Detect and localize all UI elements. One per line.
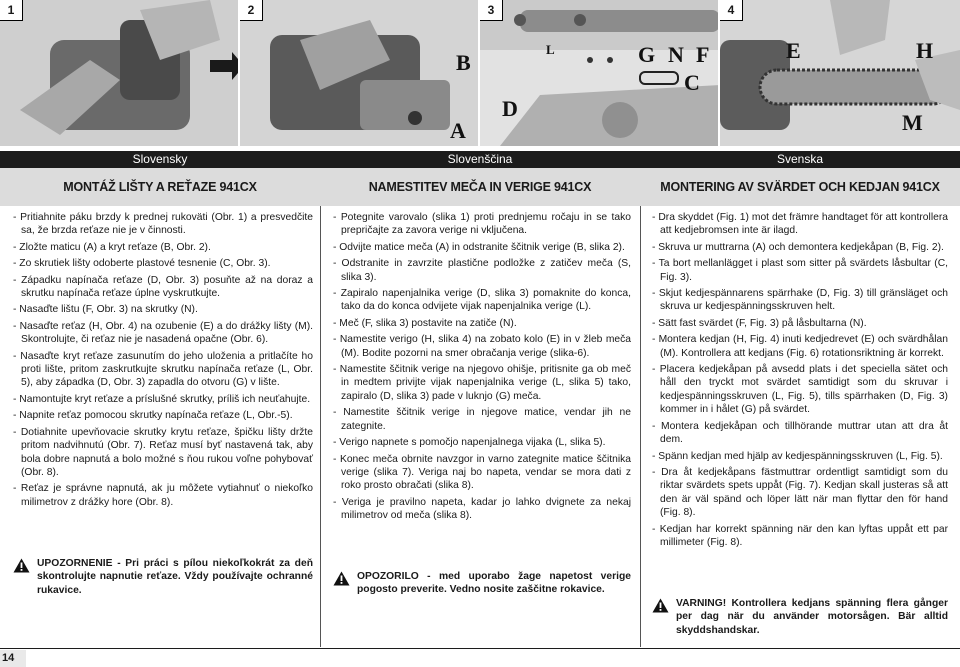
- section-title-slovenian: NAMESTITEV MEČA IN VERIGE 941CX: [368, 180, 592, 194]
- warning-slovenian: [333, 570, 631, 597]
- instruction-step: - Namestite ščitnik verige in njegove matice, vendar jih ne zategnite.: [333, 407, 631, 432]
- figure-label-d: D: [502, 96, 518, 121]
- warning-triangle-icon: [13, 558, 30, 573]
- instruction-step: - Dra åt kedjekåpans fästmuttrar ordentligt samtidigt som du riktar svärdets spets uppåt (Fig. 7). Kedjan skall justeras så att den är väl spänd och löper lätt när man flyttar den för hand (Fig. 8).: [652, 466, 948, 519]
- figure-label-g: G: [638, 42, 656, 67]
- instruction-step: - Potegnite varovalo (slika 1) proti prednjemu ročaju in se tako prepričajte za zavora verige ni vključena.: [333, 212, 631, 237]
- figure-2-photo: [240, 0, 480, 146]
- instruction-step: - Verigo napnete s pomočjo napenjalnega vijaka (L, slika 5).: [333, 437, 606, 449]
- instruction-step: - Nasaďte lištu (F, Obr. 3) na skrutky (N).: [13, 304, 198, 316]
- instruction-step: - Dra skyddet (Fig. 1) mot det främre handtaget för att kontrollera att kedjebromsen inte är ilagd.: [652, 212, 948, 237]
- figure-label-b: B: [456, 50, 471, 75]
- instruction-step: - Skruva ur muttrarna (A) och demontera kedjekåpan (B, Fig. 2).: [652, 241, 944, 253]
- instruction-step: - Veriga je pravilno napeta, kadar jo lahko dvignete za nekaj milimetrov od meča (slika 8).: [333, 496, 631, 522]
- warning-text: VARNING! Kontrollera kedjans spänning flera gånger per dag när du använder motorsågen. Bär alltid skyddshandskar.: [676, 598, 948, 636]
- instruction-step: - Nasaďte kryt reťaze zasunutím do jeho uloženia a pritlačíte ho proti lište, pritom zaskrutkujte skrutku napínača reťaze (L, Obr. 5), aby západka (D, Obr. 3) zapadla do otvoru (G) v lište.: [13, 350, 313, 389]
- language-bar: [0, 151, 960, 168]
- instruction-step: - Montera kedjekåpan och tillhörande muttrar utan att dra åt dem.: [652, 420, 948, 446]
- chain-mounting-illustration: [720, 0, 960, 146]
- instruction-step: - Zapiralo napenjalnika verige (D, slika 3) pomaknite do konca, tako da do konca odvijete vijak napenjalnika verige (L).: [333, 288, 631, 313]
- figure-number: 2: [240, 0, 263, 21]
- column-slovenian: [333, 211, 631, 526]
- warning-swedish: [652, 597, 948, 637]
- figure-3-photo: [480, 0, 720, 146]
- instruction-step: - Pritiahnite páku brzdy k prednej rukoväti (Obr. 1) a presvedčite sa, že brzda reťaze nie je v činnosti.: [13, 212, 313, 237]
- instruction-step: - Zo skrutiek lišty odoberte plastové tesnenie (C, Obr. 3).: [13, 258, 271, 270]
- column-slovak: [13, 211, 313, 512]
- instruction-step: - Napnite reťaz pomocou skrutky napínača reťaze (L, Obr.-5).: [13, 410, 293, 422]
- warning-text: UPOZORNENIE - Pri práci s pílou niekoľkokrát za deň skontrolujte napnutie reťaze. Vždy používajte ochranné rukavice.: [37, 558, 313, 596]
- warning-text: OPOZORILO - med uporabo žage napetost verige pogosto preverite. Vedno nosite zaščitne rokavice.: [357, 571, 631, 596]
- section-title-bar: [0, 168, 960, 206]
- warning-triangle-icon: [333, 571, 350, 586]
- language-slovenian: Slovenščina: [447, 152, 513, 166]
- instruction-step: - Meč (F, slika 3) postavite na zatiče (N).: [333, 317, 517, 329]
- figure-label-n: N: [668, 42, 684, 67]
- section-title-slovak: MONTÁŽ LIŠTY A REŤAZE 941CX: [63, 180, 257, 194]
- column-swedish: [652, 211, 948, 552]
- chain-cover-removal-illustration: [240, 0, 480, 146]
- instruction-step: - Odstranite in zavrzite plastične podložke z zatičev meča (S, slika 3).: [333, 258, 631, 283]
- figure-number: 3: [480, 0, 503, 21]
- instruction-step: - Dotiahnite upevňovacie skrutky krytu reťaze, špičku lišty držte pritom nadvihnutú (Obr. 7). Reťaz musí byť nastavená tak, aby bola dobre napnutá a bolo možné s ňou rukou voľne pohybovať (Obr. 8).: [13, 426, 313, 478]
- instruction-step: - Namestite ščitnik verige na njegovo ohišje, pritisnite ga ob meč in medtem privijte vijak napenjalnika verige (L, slika 5) tako, zapiralo (D, slika 3) pade v luknjo (G) meča.: [333, 364, 631, 402]
- figure-label-c: C: [684, 70, 700, 95]
- section-title-swedish: MONTERING AV SVÄRDET OCH KEDJAN 941CX: [660, 180, 940, 194]
- warning-slovak: [13, 557, 313, 597]
- language-slovak: Slovensky: [132, 152, 188, 166]
- instruction-step: - Reťaz je správne napnutá, ak ju môžete vytiahnuť o niekoľko milimetrov z drážky hore (Obr. 8).: [13, 483, 313, 508]
- column-divider: [640, 206, 641, 647]
- chainsaw-hand-brake-illustration: [0, 0, 240, 146]
- instruction-step: - Placera kedjekåpan på avsedd plats i det speciella sätet och håll den tryckt mot svärdet samtidigt som du skruvar i kedjespänningsskruven (L, Fig. 5), tills spärrhaken (D, Fig. 3) kommer in i hålet (G) på svärdet.: [652, 364, 948, 416]
- instruction-step: - Nasaďte reťaz (H, Obr. 4) na ozubenie (E) a do drážky lišty (M). Skontrolujte, či reťaz nie je nasadená opačne (Obr. 6).: [13, 320, 313, 346]
- instruction-step: - Odvijte matice meča (A) in odstranite ščitnik verige (B, slika 2).: [333, 241, 625, 253]
- figure-label-l: L: [546, 42, 555, 57]
- instruction-step: - Spänn kedjan med hjälp av kedjespänningsskruven (L, Fig. 5).: [652, 450, 943, 462]
- figure-number: 1: [0, 0, 23, 21]
- figure-number: 4: [720, 0, 743, 21]
- footer-rule: [0, 648, 960, 649]
- figure-1-photo: [0, 0, 240, 146]
- instruction-step: - Ta bort mellanlägget i plast som sitter på svärdets låsbultar (C, Fig. 3).: [652, 258, 948, 283]
- page-number: 14: [0, 650, 26, 667]
- instruction-step: - Montera kedjan (H, Fig. 4) inuti kedjedrevet (E) och svärdhålan (M). Kontrollera att kedjans (Fig. 6) rotationsriktning är korrekt.: [652, 334, 948, 359]
- warning-triangle-icon: [652, 598, 669, 613]
- instruction-step: - Sätt fast svärdet (F, Fig. 3) på låsbultarna (N).: [652, 317, 867, 329]
- language-swedish: Svenska: [776, 152, 824, 166]
- figure-4-photo: [720, 0, 960, 146]
- column-divider: [320, 206, 321, 647]
- figure-label-a: A: [450, 118, 466, 143]
- figure-label-m: M: [902, 110, 923, 135]
- instruction-step: - Konec meča obrnite navzgor in varno zategnite matice ščitnika verige (slika 7). Veriga naj bo napeta, vendar se mora dati z roko prosto obračati (slika 8).: [333, 453, 631, 492]
- instruction-step: - Zložte maticu (A) a kryt reťaze (B, Obr. 2).: [13, 241, 211, 253]
- figure-strip: [0, 0, 960, 146]
- instruction-step: - Skjut kedjespännarens spärrhake (D, Fig. 3) till gränsläget och skruva ur kedjespänningsskruven helt.: [652, 288, 948, 313]
- instruction-step: - Namestite verigo (H, slika 4) na zobato kolo (E) in v žleb meča (M). Bodite pozorni na smer obračanja verige (slika-6).: [333, 334, 631, 359]
- instruction-step: - Západku napínača reťaze (D, Obr. 3) posuňte až na doraz a skrutku napínača reťaze úplne vyskrutkujte.: [13, 274, 313, 300]
- figure-label-f: F: [696, 42, 710, 67]
- instruction-step: - Namontujte kryt reťaze a príslušné skrutky, príliš ich neuťahujte.: [13, 393, 311, 405]
- figure-label-e: E: [786, 38, 801, 63]
- instruction-step: - Kedjan har korrekt spänning när den kan lyftas uppåt ett par millimeter (Fig. 8).: [652, 523, 948, 548]
- figure-label-h: H: [916, 38, 934, 63]
